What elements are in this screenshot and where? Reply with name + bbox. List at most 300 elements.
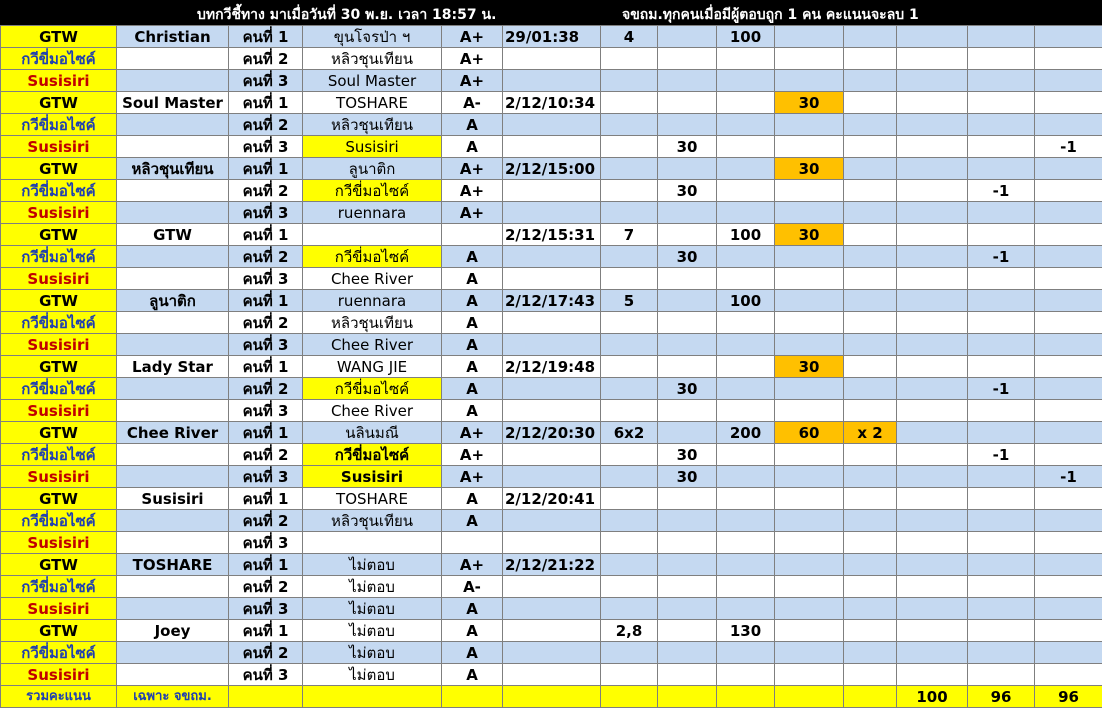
- score-cell: [717, 268, 775, 290]
- answer-cell: ruennara: [303, 290, 442, 312]
- penalty-cell: [968, 400, 1035, 422]
- answer-cell: [303, 532, 442, 554]
- count-cell: [601, 532, 658, 554]
- poster-name-cell: [117, 334, 229, 356]
- group-cell: กวีขี่มอไซค์: [1, 510, 117, 532]
- answer-cell: TOSHARE: [303, 488, 442, 510]
- seat-cell: คนที่ 2: [229, 246, 303, 268]
- score-cell: [717, 664, 775, 686]
- group-cell: กวีขี่มอไซค์: [1, 114, 117, 136]
- bonus-cell: 30: [775, 224, 844, 246]
- multiplier-cell: [844, 268, 897, 290]
- score-cell: [897, 642, 968, 664]
- poster-name-cell: หลิวชุนเทียน: [117, 158, 229, 180]
- multiplier-cell: [844, 334, 897, 356]
- count-cell: 6x2: [601, 422, 658, 444]
- penalty-cell: [1035, 224, 1102, 246]
- bonus-cell: [775, 378, 844, 400]
- penalty-cell: [968, 356, 1035, 378]
- multiplier-cell: [844, 598, 897, 620]
- answer-cell: หลิวชุนเทียน: [303, 114, 442, 136]
- score-cell: [658, 26, 717, 48]
- score-cell: [717, 532, 775, 554]
- total-1: 100: [897, 686, 968, 708]
- answer-cell: Chee River: [303, 268, 442, 290]
- score-cell: [717, 444, 775, 466]
- grade-cell: A+: [442, 180, 503, 202]
- answer-cell: Chee River: [303, 334, 442, 356]
- multiplier-cell: [844, 114, 897, 136]
- penalty-cell: [968, 664, 1035, 686]
- score-cell: [897, 488, 968, 510]
- score-cell: [717, 576, 775, 598]
- poster-name-cell: [117, 664, 229, 686]
- grade-cell: [442, 532, 503, 554]
- score-cell: [897, 400, 968, 422]
- penalty-cell: [968, 136, 1035, 158]
- time-cell: 2/12/15:31: [503, 224, 601, 246]
- table-row: [1, 136, 1102, 158]
- count-cell: 7: [601, 224, 658, 246]
- score-cell: [897, 202, 968, 224]
- penalty-cell: [1035, 334, 1102, 356]
- count-cell: [601, 334, 658, 356]
- multiplier-cell: [844, 378, 897, 400]
- grade-cell: A: [442, 136, 503, 158]
- answer-cell: กวีขี่มอไซค์: [303, 378, 442, 400]
- seat-cell: คนที่ 2: [229, 114, 303, 136]
- multiplier-cell: [844, 312, 897, 334]
- group-cell: Susisiri: [1, 136, 117, 158]
- poster-name-cell: [117, 444, 229, 466]
- grade-cell: A: [442, 114, 503, 136]
- table-row: [1, 378, 1102, 400]
- penalty-cell: [968, 554, 1035, 576]
- answer-cell: ไม่ตอบ: [303, 620, 442, 642]
- multiplier-cell: [844, 136, 897, 158]
- bonus-cell: [775, 70, 844, 92]
- total-label: รวมคะแนน: [1, 686, 117, 708]
- group-cell: Susisiri: [1, 268, 117, 290]
- poster-name-cell: [117, 202, 229, 224]
- score-cell: [658, 334, 717, 356]
- count-cell: [601, 378, 658, 400]
- answer-cell: ขุนโจรป่า ฯ: [303, 26, 442, 48]
- seat-cell: คนที่ 2: [229, 48, 303, 70]
- time-cell: [503, 642, 601, 664]
- poster-name-cell: [117, 510, 229, 532]
- penalty-cell: [968, 532, 1035, 554]
- table-row: [1, 290, 1102, 312]
- time-cell: 2/12/10:34: [503, 92, 601, 114]
- penalty-cell: [1035, 400, 1102, 422]
- time-cell: [503, 620, 601, 642]
- seat-cell: คนที่ 1: [229, 290, 303, 312]
- time-cell: [503, 378, 601, 400]
- group-cell: Susisiri: [1, 598, 117, 620]
- score-cell: [658, 268, 717, 290]
- grade-cell: A+: [442, 70, 503, 92]
- score-cell: [897, 92, 968, 114]
- score-cell: [717, 92, 775, 114]
- multiplier-cell: [844, 620, 897, 642]
- count-cell: [601, 312, 658, 334]
- penalty-cell: [1035, 246, 1102, 268]
- grade-cell: A+: [442, 26, 503, 48]
- score-cell: [897, 224, 968, 246]
- grade-cell: A: [442, 356, 503, 378]
- score-cell: [658, 158, 717, 180]
- poster-name-cell: Susisiri: [117, 488, 229, 510]
- score-cell: [658, 532, 717, 554]
- count-cell: [601, 510, 658, 532]
- group-cell: GTW: [1, 422, 117, 444]
- score-cell: [897, 378, 968, 400]
- penalty-cell: [1035, 422, 1102, 444]
- seat-cell: คนที่ 1: [229, 26, 303, 48]
- bonus-cell: [775, 334, 844, 356]
- multiplier-cell: [844, 510, 897, 532]
- penalty-cell: [968, 510, 1035, 532]
- score-cell: [658, 224, 717, 246]
- score-cell: [658, 70, 717, 92]
- score-cell: [658, 554, 717, 576]
- multiplier-cell: [844, 488, 897, 510]
- seat-cell: คนที่ 3: [229, 70, 303, 92]
- grade-cell: A-: [442, 576, 503, 598]
- score-cell: [897, 532, 968, 554]
- group-cell: กวีขี่มอไซค์: [1, 312, 117, 334]
- penalty-cell: -1: [968, 180, 1035, 202]
- bonus-cell: [775, 202, 844, 224]
- poster-name-cell: Soul Master: [117, 92, 229, 114]
- score-cell: 30: [658, 444, 717, 466]
- seat-cell: คนที่ 2: [229, 180, 303, 202]
- score-cell: [717, 48, 775, 70]
- score-cell: 30: [658, 378, 717, 400]
- time-cell: 2/12/20:41: [503, 488, 601, 510]
- table-row: [1, 532, 1102, 554]
- bonus-cell: [775, 26, 844, 48]
- penalty-cell: [968, 312, 1035, 334]
- multiplier-cell: [844, 26, 897, 48]
- multiplier-cell: [844, 158, 897, 180]
- group-cell: กวีขี่มอไซค์: [1, 642, 117, 664]
- table-row: [1, 158, 1102, 180]
- penalty-cell: [968, 92, 1035, 114]
- table-row: [1, 92, 1102, 114]
- penalty-cell: [968, 422, 1035, 444]
- seat-cell: คนที่ 3: [229, 532, 303, 554]
- penalty-cell: [1035, 488, 1102, 510]
- score-cell: [658, 48, 717, 70]
- table-row: [1, 466, 1102, 488]
- penalty-cell: [1035, 158, 1102, 180]
- bonus-cell: [775, 510, 844, 532]
- time-cell: [503, 136, 601, 158]
- answer-cell: ไม่ตอบ: [303, 554, 442, 576]
- poster-name-cell: [117, 268, 229, 290]
- time-cell: [503, 312, 601, 334]
- seat-cell: คนที่ 2: [229, 510, 303, 532]
- time-cell: 2/12/19:48: [503, 356, 601, 378]
- penalty-cell: -1: [968, 378, 1035, 400]
- multiplier-cell: [844, 180, 897, 202]
- group-cell: กวีขี่มอไซค์: [1, 576, 117, 598]
- score-cell: [897, 48, 968, 70]
- bonus-cell: [775, 598, 844, 620]
- penalty-cell: [1035, 664, 1102, 686]
- grade-cell: A: [442, 642, 503, 664]
- seat-cell: คนที่ 1: [229, 488, 303, 510]
- multiplier-cell: [844, 466, 897, 488]
- bonus-cell: [775, 114, 844, 136]
- time-cell: [503, 268, 601, 290]
- multiplier-cell: [844, 70, 897, 92]
- multiplier-cell: [844, 532, 897, 554]
- multiplier-cell: [844, 202, 897, 224]
- score-cell: [897, 312, 968, 334]
- score-cell: [717, 378, 775, 400]
- score-cell: [717, 180, 775, 202]
- seat-cell: คนที่ 1: [229, 92, 303, 114]
- score-cell: [717, 642, 775, 664]
- table-row: [1, 642, 1102, 664]
- penalty-cell: [1035, 598, 1102, 620]
- grade-cell: A: [442, 400, 503, 422]
- count-cell: [601, 136, 658, 158]
- grade-cell: A+: [442, 202, 503, 224]
- group-cell: กวีขี่มอไซค์: [1, 444, 117, 466]
- score-cell: [897, 180, 968, 202]
- penalty-cell: [1035, 48, 1102, 70]
- poster-name-cell: Chee River: [117, 422, 229, 444]
- total-note: เฉพาะ จขถม.: [117, 686, 229, 708]
- poster-name-cell: ลูนาติก: [117, 290, 229, 312]
- group-cell: Susisiri: [1, 70, 117, 92]
- poster-name-cell: [117, 576, 229, 598]
- table-row: [1, 224, 1102, 246]
- answer-cell: กวีขี่มอไซค์: [303, 246, 442, 268]
- score-cell: [658, 312, 717, 334]
- bonus-cell: [775, 268, 844, 290]
- count-cell: [601, 554, 658, 576]
- answer-cell: TOSHARE: [303, 92, 442, 114]
- score-cell: [897, 290, 968, 312]
- multiplier-cell: [844, 92, 897, 114]
- multiplier-cell: [844, 356, 897, 378]
- time-cell: [503, 598, 601, 620]
- header-rule: จขถม.ทุกคนเมื่อมีผู้ตอบถูก 1 คน คะแนนจะลบ 1: [622, 4, 919, 26]
- answer-cell: นลินมณี: [303, 422, 442, 444]
- time-cell: [503, 334, 601, 356]
- score-cell: [658, 620, 717, 642]
- penalty-cell: [1035, 114, 1102, 136]
- count-cell: [601, 488, 658, 510]
- count-cell: [601, 466, 658, 488]
- table-row: [1, 312, 1102, 334]
- penalty-cell: [1035, 202, 1102, 224]
- score-cell: [897, 444, 968, 466]
- bonus-cell: [775, 290, 844, 312]
- penalty-cell: [1035, 70, 1102, 92]
- poster-name-cell: [117, 246, 229, 268]
- score-cell: [717, 202, 775, 224]
- penalty-cell: [1035, 510, 1102, 532]
- score-cell: [717, 334, 775, 356]
- grade-cell: A+: [442, 444, 503, 466]
- group-cell: GTW: [1, 356, 117, 378]
- score-cell: [897, 576, 968, 598]
- score-cell: [658, 664, 717, 686]
- bonus-cell: 30: [775, 158, 844, 180]
- penalty-cell: [1035, 290, 1102, 312]
- score-cell: [897, 114, 968, 136]
- penalty-cell: [968, 48, 1035, 70]
- score-cell: [658, 290, 717, 312]
- bonus-cell: [775, 136, 844, 158]
- table-row: [1, 400, 1102, 422]
- score-cell: [658, 576, 717, 598]
- seat-cell: คนที่ 1: [229, 224, 303, 246]
- penalty-cell: [968, 70, 1035, 92]
- score-cell: [717, 554, 775, 576]
- poster-name-cell: [117, 312, 229, 334]
- grade-cell: A+: [442, 48, 503, 70]
- score-cell: [897, 26, 968, 48]
- score-cell: [658, 642, 717, 664]
- score-cell: [897, 136, 968, 158]
- table-row: [1, 356, 1102, 378]
- count-cell: [601, 664, 658, 686]
- grade-cell: A: [442, 290, 503, 312]
- grade-cell: A: [442, 378, 503, 400]
- total-3: 96: [1035, 686, 1102, 708]
- time-cell: [503, 576, 601, 598]
- answer-cell: [303, 224, 442, 246]
- table-row: [1, 620, 1102, 642]
- poster-name-cell: Joey: [117, 620, 229, 642]
- header-title: บทกวีชี้ทาง มาเมื่อวันที่ 30 พ.ย. เวลา 18:57 น.: [197, 4, 496, 26]
- poster-name-cell: [117, 180, 229, 202]
- time-cell: 2/12/21:22: [503, 554, 601, 576]
- score-cell: [897, 334, 968, 356]
- score-cell: [897, 158, 968, 180]
- multiplier-cell: [844, 664, 897, 686]
- penalty-cell: [968, 334, 1035, 356]
- penalty-cell: [968, 290, 1035, 312]
- table-row: [1, 510, 1102, 532]
- time-cell: 2/12/20:30: [503, 422, 601, 444]
- group-cell: GTW: [1, 158, 117, 180]
- bonus-cell: [775, 312, 844, 334]
- answer-cell: Soul Master: [303, 70, 442, 92]
- table-row: [1, 268, 1102, 290]
- table-row: [1, 26, 1102, 48]
- poster-name-cell: Lady Star: [117, 356, 229, 378]
- seat-cell: คนที่ 3: [229, 202, 303, 224]
- group-cell: กวีขี่มอไซค์: [1, 378, 117, 400]
- table-row: [1, 246, 1102, 268]
- score-cell: 30: [658, 136, 717, 158]
- poster-name-cell: TOSHARE: [117, 554, 229, 576]
- grade-cell: A: [442, 510, 503, 532]
- grade-cell: A: [442, 620, 503, 642]
- table-row: [1, 70, 1102, 92]
- bonus-cell: [775, 246, 844, 268]
- answer-cell: Susisiri: [303, 466, 442, 488]
- group-cell: Susisiri: [1, 532, 117, 554]
- group-cell: GTW: [1, 290, 117, 312]
- answer-cell: กวีขี่มอไซค์: [303, 180, 442, 202]
- penalty-cell: [1035, 576, 1102, 598]
- score-cell: [717, 400, 775, 422]
- score-cell: [658, 356, 717, 378]
- penalty-cell: [968, 114, 1035, 136]
- multiplier-cell: [844, 444, 897, 466]
- penalty-cell: [1035, 378, 1102, 400]
- score-cell: 100: [717, 290, 775, 312]
- poster-name-cell: Christian: [117, 26, 229, 48]
- score-cell: [658, 422, 717, 444]
- count-cell: 4: [601, 26, 658, 48]
- table-row: [1, 48, 1102, 70]
- penalty-cell: [1035, 26, 1102, 48]
- score-cell: [717, 114, 775, 136]
- group-cell: GTW: [1, 488, 117, 510]
- penalty-cell: [1035, 620, 1102, 642]
- score-cell: [658, 114, 717, 136]
- time-cell: [503, 48, 601, 70]
- count-cell: [601, 180, 658, 202]
- grade-cell: A: [442, 598, 503, 620]
- score-table: [0, 25, 1102, 708]
- time-cell: [503, 114, 601, 136]
- poster-name-cell: [117, 466, 229, 488]
- table-row: [1, 444, 1102, 466]
- table-row: [1, 488, 1102, 510]
- score-cell: 130: [717, 620, 775, 642]
- score-cell: [717, 312, 775, 334]
- group-cell: Susisiri: [1, 664, 117, 686]
- count-cell: 2,8: [601, 620, 658, 642]
- answer-cell: หลิวชุนเทียน: [303, 312, 442, 334]
- grade-cell: A+: [442, 466, 503, 488]
- count-cell: [601, 70, 658, 92]
- score-cell: [658, 598, 717, 620]
- count-cell: [601, 642, 658, 664]
- bonus-cell: [775, 180, 844, 202]
- score-cell: [658, 488, 717, 510]
- time-cell: [503, 202, 601, 224]
- group-cell: Susisiri: [1, 334, 117, 356]
- count-cell: 5: [601, 290, 658, 312]
- total-row: [1, 686, 1102, 708]
- poster-name-cell: GTW: [117, 224, 229, 246]
- score-cell: 30: [658, 180, 717, 202]
- score-cell: [897, 554, 968, 576]
- poster-name-cell: [117, 48, 229, 70]
- score-cell: [717, 598, 775, 620]
- seat-cell: คนที่ 1: [229, 158, 303, 180]
- score-cell: [897, 620, 968, 642]
- bonus-cell: [775, 576, 844, 598]
- count-cell: [601, 356, 658, 378]
- table-row: [1, 334, 1102, 356]
- penalty-cell: -1: [1035, 136, 1102, 158]
- seat-cell: คนที่ 2: [229, 378, 303, 400]
- table-row: [1, 554, 1102, 576]
